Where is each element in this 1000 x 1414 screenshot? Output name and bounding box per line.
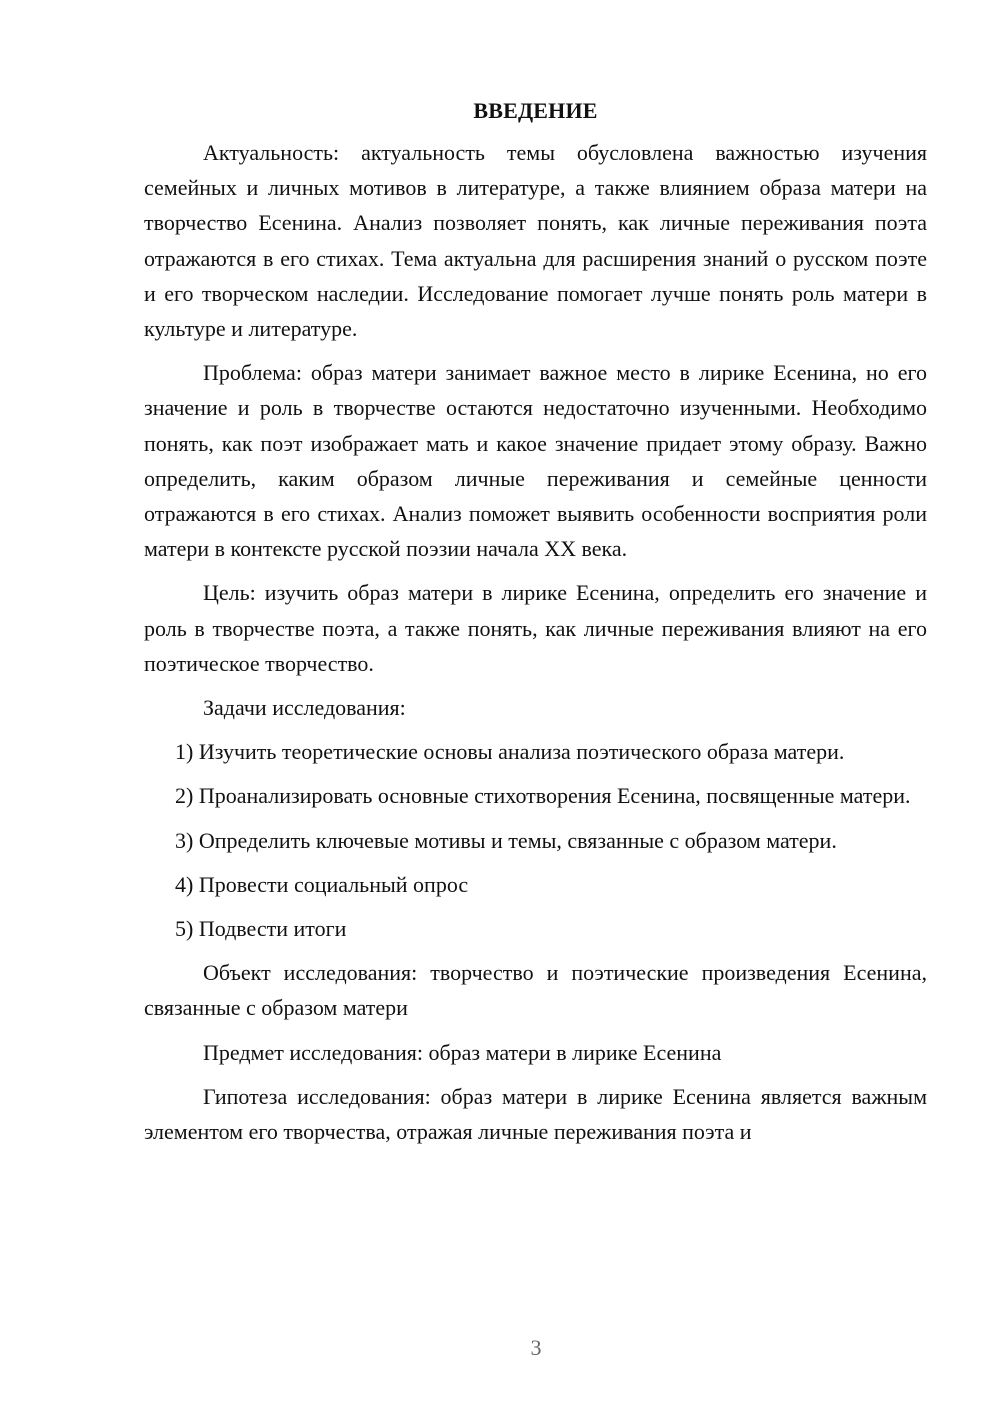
goal-paragraph: Цель: изучить образ матери в лирике Есенина, определить его значение и роль в творчестве поэта, а также понять, как личные переживания влияют на его поэтическое творчество. <box>144 580 927 676</box>
task-item-1: 1) Изучить теоретические основы анализа поэтического образа матери. <box>175 739 845 765</box>
task-item-3: 3) Определить ключевые мотивы и темы, связанные с образом матери. <box>175 827 837 853</box>
page-content <box>144 94 927 1149</box>
tasks-title: Задачи исследования: <box>203 695 406 721</box>
task-item-2: 2) Проанализировать основные стихотворения Есенина, посвященные матери. <box>175 783 911 809</box>
page-number: 3 <box>530 1335 542 1360</box>
subject-paragraph: Предмет исследования: образ матери в лирике Есенина <box>203 1039 722 1065</box>
hypothesis-paragraph: Гипотеза исследования: образ матери в лирике Есенина является важным элементом его творчества, отражая личные переживания поэта и <box>144 1083 927 1145</box>
problem-paragraph: Проблема: образ матери занимает важное место в лирике Есенина, но его значение и роль в творчестве остаются недостаточно изученными. Необходимо понять, как поэт изображает мать и какое значение придает этому образу. Важно определить, каким образом личные переживания и семейные ценности отражаются в его стихах. Анализ поможет выявить особенности восприятия роли матери в контексте русской поэзии начала XX века. <box>144 360 927 562</box>
relevance-paragraph: Актуальность: актуальность темы обусловлена важностью изучения семейных и личных мотивов в литературе, а также влиянием образа матери на творчество Есенина. Анализ позволяет понять, как личные переживания поэта отражаются в его стихах. Тема актуальна для расширения знаний о русском поэте и его творческом наследии. Исследование помогает лучше понять роль матери в культуре и литературе. <box>144 140 927 342</box>
task-item-5: 5) Подвести итоги <box>175 916 347 942</box>
object-paragraph: Объект исследования: творчество и поэтические произведения Есенина, связанные с образом матери <box>144 960 927 1021</box>
page-title: ВВЕДЕНИЕ <box>473 98 598 123</box>
task-item-4: 4) Провести социальный опрос <box>175 871 469 897</box>
